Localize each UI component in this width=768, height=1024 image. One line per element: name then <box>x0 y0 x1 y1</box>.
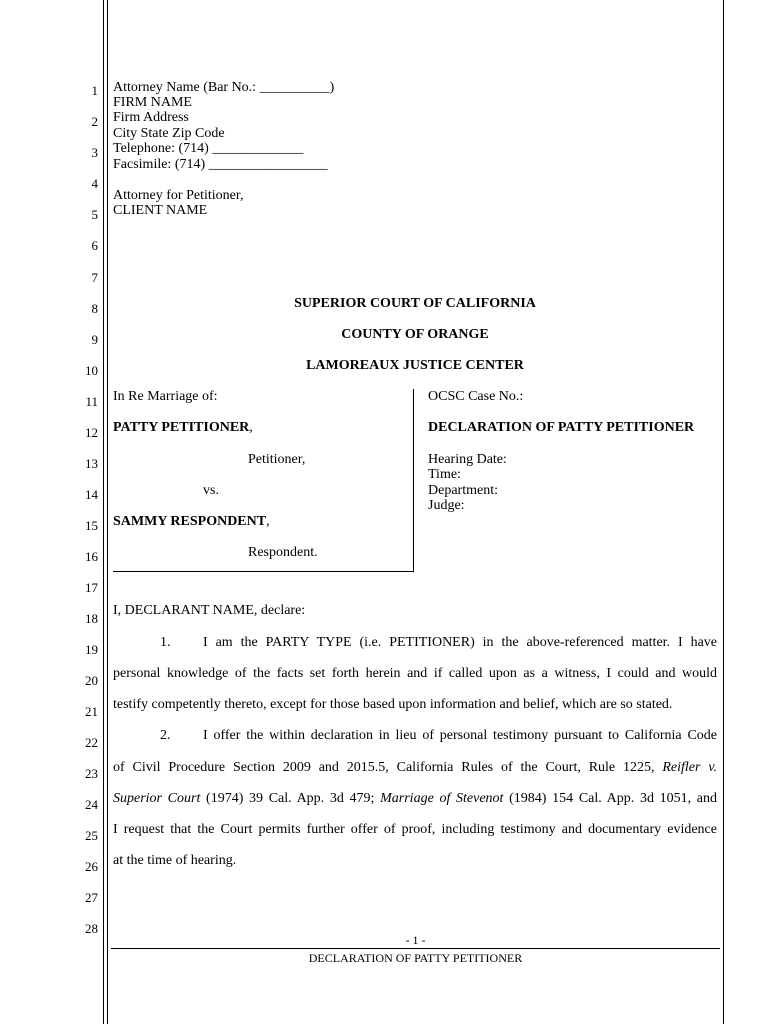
court-name: SUPERIOR COURT OF CALIFORNIA <box>294 296 536 311</box>
case-cite-stevenot: Marriage of Stevenot <box>380 791 504 806</box>
respondent-name: SAMMY RESPONDENT <box>113 514 267 529</box>
line-number: 7 <box>91 270 98 285</box>
p2-l2-text: of Civil Procedure Section 2009 and 2015.5, California Rules of the Court, Rule 1225, <box>113 760 655 775</box>
line-number: 10 <box>85 363 98 378</box>
petitioner-line <box>113 420 253 436</box>
line-number: 23 <box>85 766 98 781</box>
petitioner-name: PATTY PETITIONER <box>113 420 250 435</box>
in-re-label: In Re Marriage of: <box>113 389 218 404</box>
line-number: 18 <box>85 611 98 626</box>
document-title: DECLARATION OF PATTY PETITIONER <box>428 420 695 435</box>
paragraph-2-number: 2. <box>160 728 171 743</box>
line-number: 24 <box>85 797 98 812</box>
paragraph-2-line-4: I request that the Court permits further offer of proof, including testimony and documentary evidence <box>113 822 717 837</box>
line-number: 14 <box>85 487 98 502</box>
line-number: 26 <box>85 859 98 874</box>
paragraph-2-line-1: I offer the within declaration in lieu of personal testimony pursuant to California Code <box>203 728 717 743</box>
paragraph-2-line-3 <box>113 791 717 807</box>
p2-l3-cite-1: (1974) 39 Cal. App. 3d 479; <box>206 791 375 806</box>
line-number: 16 <box>85 549 98 564</box>
line-number: 21 <box>85 704 98 719</box>
paragraph-2-line-2 <box>113 760 717 776</box>
line-number: 4 <box>91 176 98 191</box>
line-number: 9 <box>91 332 98 347</box>
petitioner-comma: , <box>249 420 253 435</box>
margin-rule-left-inner <box>107 0 108 1024</box>
paragraph-1-line-1: I am the PARTY TYPE (i.e. PETITIONER) in the above-referenced matter. I have <box>203 635 717 650</box>
paragraph-2-line-5: at the time of hearing. <box>113 853 237 868</box>
line-number: 13 <box>85 456 98 471</box>
paragraph-1-number: 1. <box>160 635 171 650</box>
line-number: 19 <box>85 642 98 657</box>
judge-label: Judge: <box>428 498 465 513</box>
respondent-label: Respondent. <box>248 545 318 560</box>
caption-divider-horizontal <box>113 571 414 572</box>
attorney-name-bar: Attorney Name (Bar No.: __________) <box>113 80 335 95</box>
line-number: 3 <box>91 145 98 160</box>
declarant-intro: I, DECLARANT NAME, declare: <box>113 603 306 618</box>
line-number: 27 <box>85 890 98 905</box>
case-cite-superior-court: Superior Court <box>113 791 201 806</box>
footer-title: DECLARATION OF PATTY PETITIONER <box>308 951 523 965</box>
line-number: 15 <box>85 518 98 533</box>
hearing-time-label: Time: <box>428 467 461 482</box>
attorney-for: Attorney for Petitioner, <box>113 188 244 203</box>
case-number-label: OCSC Case No.: <box>428 389 524 404</box>
department-label: Department: <box>428 483 498 498</box>
line-number: 5 <box>91 207 98 222</box>
line-number: 11 <box>85 394 98 409</box>
telephone: Telephone: (714) _____________ <box>113 141 304 156</box>
line-number: 28 <box>85 921 98 936</box>
line-number: 17 <box>85 580 98 595</box>
city-state-zip: City State Zip Code <box>113 126 225 141</box>
line-number: 2 <box>91 114 98 129</box>
margin-rule-right <box>723 0 724 1024</box>
respondent-comma: , <box>266 514 270 529</box>
paragraph-1-line-2: personal knowledge of the facts set forth herein and if called upon as a witness, I could and would <box>113 666 717 681</box>
client-name: CLIENT NAME <box>113 203 208 218</box>
line-number: 6 <box>91 238 98 253</box>
margin-rule-left-outer <box>103 0 104 1024</box>
caption-divider-vertical <box>413 389 414 572</box>
line-number: 8 <box>91 301 98 316</box>
court-county: COUNTY OF ORANGE <box>341 327 489 342</box>
firm-name: FIRM NAME <box>113 95 192 110</box>
line-number: 22 <box>85 735 98 750</box>
hearing-date-label: Hearing Date: <box>428 452 507 467</box>
paragraph-1-line-3: testify competently thereto, except for those based upon information and belief, which are so stated. <box>113 697 673 712</box>
line-number: 1 <box>91 83 98 98</box>
facsimile: Facsimile: (714) _________________ <box>113 157 328 172</box>
line-number: 20 <box>85 673 98 688</box>
case-cite-reifler: Reifler v. <box>662 760 718 775</box>
line-number: 25 <box>85 828 98 843</box>
line-number: 12 <box>85 425 98 440</box>
petitioner-label: Petitioner, <box>248 452 306 467</box>
page-number: - 1 - <box>405 933 426 947</box>
firm-address: Firm Address <box>113 110 189 125</box>
footer-rule <box>111 948 720 949</box>
respondent-line <box>113 514 270 530</box>
p2-l3-cite-2: (1984) 154 Cal. App. 3d 1051, and <box>509 791 718 806</box>
court-center: LAMOREAUX JUSTICE CENTER <box>306 358 524 373</box>
versus-label: vs. <box>203 483 219 498</box>
